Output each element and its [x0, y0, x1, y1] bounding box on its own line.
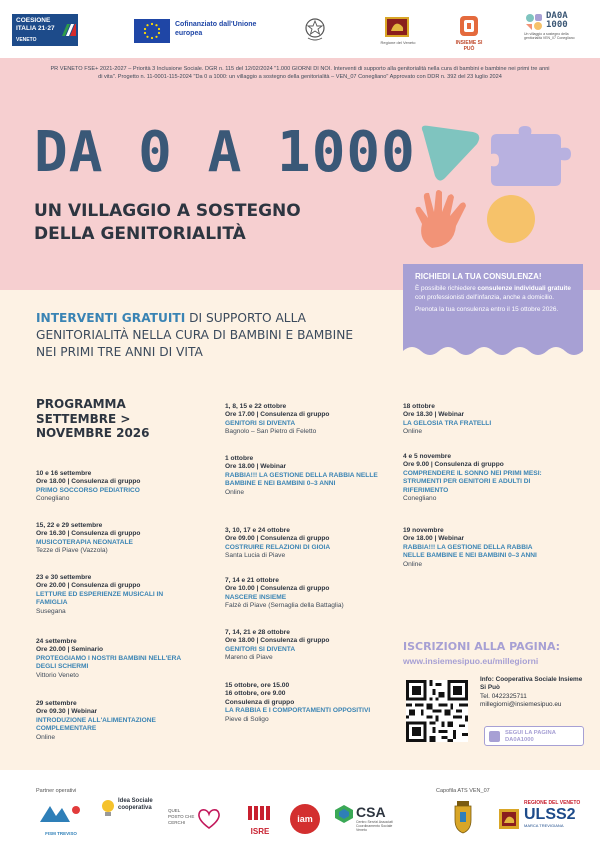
consultation-text-a: È possibile richiedere — [415, 285, 478, 293]
event-place: Conegliano — [36, 495, 70, 503]
contact-phone[interactable]: Tel. 0422325711 — [480, 692, 527, 700]
italian-republic-emblem-icon — [304, 16, 326, 42]
event-item — [36, 470, 196, 504]
event-name: GENITORI SI DIVENTA — [225, 419, 296, 427]
yellow-circle-icon — [486, 194, 536, 244]
event-place: Santa Lucia di Piave — [225, 552, 286, 560]
event-date: 10 e 16 settembre — [36, 470, 92, 477]
consultation-wave-edge — [403, 345, 583, 359]
event-place: Mareno di Piave — [225, 654, 273, 662]
eu-flag-icon — [134, 19, 170, 43]
event-place: Bagnolo – San Pietro di Feletto — [225, 428, 317, 436]
consultation-box — [403, 264, 583, 346]
contact-email[interactable]: millegiorni@insiemesipuo.eu — [480, 701, 562, 709]
regione-veneto-label: REGIONE DEL VENETO — [524, 800, 581, 806]
capofila-label: Capofila ATS VEN_07 — [436, 788, 490, 794]
logo-strip — [0, 0, 600, 58]
csa-label: CSA — [356, 804, 386, 820]
isre-logo — [246, 804, 274, 834]
follow-page-button[interactable] — [484, 726, 584, 746]
event-item — [225, 455, 385, 497]
event-time: Ore 18.00 | Webinar — [403, 535, 465, 543]
poster-subtitle: UN VILLAGGIO A SOSTEGNO DELLA GENITORIALITÀ — [34, 201, 301, 244]
consultation-text-c: con professionisti dell'infanzia, anche a domicilio. — [415, 293, 555, 301]
csa-logo — [334, 804, 404, 834]
da0a1000-shapes-icon — [524, 12, 544, 32]
csa-sub: Centro Servizi Associati Coordinamento Sociale Veneto — [356, 820, 393, 832]
event-time: Consulenza di gruppo — [225, 698, 295, 706]
event-item — [36, 522, 196, 556]
event-name: COSTRUIRE RELAZIONI DI GIOIA — [225, 543, 331, 551]
registration-link[interactable]: www.insiemesipuo.eu/millegiorni — [403, 656, 539, 666]
coral-hand-icon — [414, 190, 476, 252]
quel-posto-label: QUEL POSTO CHE CERCHI — [168, 808, 195, 825]
event-name: PROTEGGIAMO I NOSTRI BAMBINI NELL'ERA DEGLI SCHERMI — [36, 654, 181, 671]
isre-mark-icon — [246, 804, 274, 822]
event-time: Ore 09.00 | Consulenza di gruppo — [225, 535, 330, 543]
event-name: PRIMO SOCCORSO PEDIATRICO — [36, 486, 140, 494]
event-item — [225, 629, 385, 663]
contact-title: Info: Cooperativa Sociale Insieme Si Può — [480, 676, 583, 692]
quel-posto-logo — [168, 808, 228, 834]
event-date: 4 e 5 novembre — [403, 453, 452, 460]
event-date: 15, 22 e 29 settembre — [36, 522, 103, 529]
ulss2-logo — [498, 800, 588, 836]
event-name: MUSICOTERAPIA NEONATALE — [36, 538, 133, 546]
insieme-si-puo-logo — [452, 14, 486, 50]
coesione-label: COESIONE ITALIA 21·27 — [16, 17, 55, 32]
poster-title: DA 0 A 1000 — [34, 120, 416, 185]
coesione-flag-icon — [62, 24, 76, 36]
event-date: 29 settembre — [36, 700, 77, 707]
contact-info — [480, 676, 590, 710]
intro-rest: DI SUPPORTO ALLA GENITORIALITÀ NELLA CURA DI BAMBINI E BAMBINE NEI PRIMI TRE ANNI DI VITA — [36, 311, 354, 359]
event-item — [225, 403, 385, 437]
event-place: Tezze di Piave (Vazzola) — [36, 547, 108, 555]
funding-reference: PR VENETO FSE+ 2021-2027 – Priorità 3 Inclusione Sociale. DGR n. 115 del 12/02/2024 "1.000 GIORNI DI NOI. Interventi di supporto alla genitorialità nella cura di bambini e bambine nei primi tre anni di vita". Progetto n. 11-0001-115-2024 "Da 0 a 1000: un villaggio a sostegno della genitorialità – VEN_07 Conegliano" Approvato con DDR n. 392 del 23 luglio 2024 — [50, 66, 550, 80]
event-name: NASCERE INSIEME — [225, 593, 287, 601]
fism-logo — [36, 802, 86, 836]
event-item — [225, 577, 390, 611]
event-item — [403, 403, 568, 437]
event-date: 18 ottobre — [403, 403, 435, 410]
da0a1000-logo — [524, 12, 586, 52]
event-place: Vittorio Veneto — [36, 671, 79, 679]
event-time: Ore 09.30 | Webinar — [36, 708, 98, 716]
fism-label: FISM TREVISO — [45, 831, 77, 836]
event-name: COMPRENDERE IL SONNO NEI PRIMI MESI: STRUMENTI PER GENITORI E ADULTI DI RIFERIMENTO — [403, 469, 542, 494]
event-place: Online — [403, 560, 423, 568]
event-time: Ore 16.30 | Consulenza di gruppo — [36, 530, 141, 538]
event-time: Ore 18.30 | Webinar — [403, 411, 465, 419]
consultation-deadline: Prenota la tua consulenza entro il 15 ottobre 2026. — [415, 305, 559, 313]
partner-label: Partner operativi — [36, 788, 77, 794]
event-place: Online — [225, 488, 245, 496]
heart-icon — [196, 808, 222, 830]
coesione-region: VENETO — [16, 37, 37, 43]
event-name: RABBIA!!! LA GESTIONE DELLA RABBIA NELLE BAMBINE E NEI BAMBINI 0–3 ANNI — [225, 471, 378, 488]
event-time: Ore 18.00 | Consulenza di gruppo — [225, 637, 330, 645]
event-date: 3, 10, 17 e 24 ottobre — [225, 527, 290, 534]
event-item — [36, 574, 196, 616]
idea-sociale-logo — [100, 798, 156, 834]
event-time: Ore 17.00 | Consulenza di gruppo — [225, 411, 330, 419]
event-date: 7, 14, 21 e 28 ottobre — [225, 629, 290, 636]
registration-title: ISCRIZIONI ALLA PAGINA: — [403, 640, 561, 653]
insieme-logo-mark-icon — [452, 14, 486, 38]
event-date: 24 settembre — [36, 638, 77, 645]
event-item — [403, 453, 553, 503]
event-date: 1 ottobre — [225, 455, 254, 462]
event-date: 23 e 30 settembre — [36, 574, 92, 581]
event-item — [225, 527, 385, 561]
iam-logo: iam — [290, 804, 320, 834]
da0a1000-logo-title: DA0A 1000 — [546, 11, 568, 30]
intro-statement — [36, 310, 366, 361]
event-name: LA GELOSIA TRA FRATELLI — [403, 419, 492, 427]
lavender-puzzle-icon — [485, 126, 577, 188]
event-item — [36, 638, 196, 680]
event-place: Conegliano — [403, 495, 437, 503]
coesione-italia-logo — [12, 14, 78, 46]
event-time: Ore 18.00 | Consulenza di gruppo — [36, 478, 141, 486]
event-name: INTRODUZIONE ALL'ALIMENTAZIONE COMPLEMENTARE — [36, 716, 156, 733]
teal-triangle-icon — [415, 122, 485, 184]
ulss2-sub: MARCA TREVIGIANA — [524, 823, 564, 828]
event-time: Ore 9.00 | Consulenza di gruppo — [403, 461, 504, 469]
event-time: Ore 20.00 | Consulenza di gruppo — [36, 582, 141, 590]
event-name: RABBIA!!! LA GESTIONE DELLA RABBIA NELLE BAMBINE E NEI BAMBINI 0–3 ANNI — [403, 543, 537, 560]
intro-highlight: INTERVENTI GRATUITI — [36, 311, 186, 325]
event-date-second: 16 ottobre, ore 9.00 — [225, 690, 286, 698]
insieme-label: INSIEME SI PUÒ — [455, 40, 483, 52]
regione-veneto-logo — [380, 16, 416, 46]
event-date: 1, 8, 15 e 22 ottobre — [225, 403, 287, 410]
ulss-lion-icon — [498, 808, 520, 830]
event-place: Pieve di Soligo — [225, 715, 269, 723]
event-item — [403, 527, 553, 569]
follow-page-label: SEGUI LA PAGINA DA0A1000 — [505, 730, 556, 743]
event-date: 7, 14 e 21 ottobre — [225, 577, 279, 584]
qr-code[interactable] — [406, 680, 468, 742]
event-time: Ore 10.00 | Consulenza di gruppo — [225, 585, 330, 593]
isre-label: ISRE — [250, 827, 270, 836]
programme-title: PROGRAMMA SETTEMBRE > NOVEMBRE 2026 — [36, 397, 150, 440]
event-name: LA RABBIA E I COMPORTAMENTI OPPOSITIVI — [225, 707, 371, 715]
lion-of-st-mark-icon — [382, 16, 412, 40]
eu-cofinanziato-text: Cofinanziato dall'Unione europea — [175, 21, 257, 37]
event-place: Online — [403, 428, 423, 436]
consultation-heading: RICHIEDI LA TUA CONSULENZA! — [415, 272, 542, 281]
event-time: Ore 18.00 | Webinar — [225, 463, 287, 471]
event-name: GENITORI SI DIVENTA — [225, 645, 296, 653]
veneto-caption: Regione del Veneto — [380, 40, 416, 45]
csa-mark-icon — [334, 804, 354, 824]
event-item — [36, 700, 196, 742]
ulss2-label: ULSS2 — [524, 806, 576, 823]
social-icon — [489, 731, 500, 742]
event-place: Online — [36, 733, 56, 741]
event-time: Ore 20.00 | Seminario — [36, 646, 104, 654]
event-item — [225, 682, 385, 724]
lightbulb-icon — [100, 798, 116, 818]
event-place: Susegana — [36, 607, 66, 615]
idea-sociale-label: Idea Sociale cooperativa — [118, 798, 153, 811]
consultation-text-bold: consulenze individuali gratuite — [477, 285, 571, 293]
event-date: 19 novembre — [403, 527, 444, 534]
event-date: 15 ottobre, ore 15.00 — [225, 682, 290, 689]
event-place: Falzè di Piave (Sernaglia della Battaglia) — [225, 602, 344, 610]
da0a1000-logo-sub: Un villaggio a sostegno della genitorialità VEN_07 Conegliano — [524, 32, 575, 40]
consultation-text — [415, 285, 573, 302]
event-name: LETTURE ED ESPERIENZE MUSICALI IN FAMIGLIA — [36, 590, 164, 607]
fism-mark-icon — [36, 802, 86, 826]
municipal-crest-icon — [452, 800, 474, 834]
